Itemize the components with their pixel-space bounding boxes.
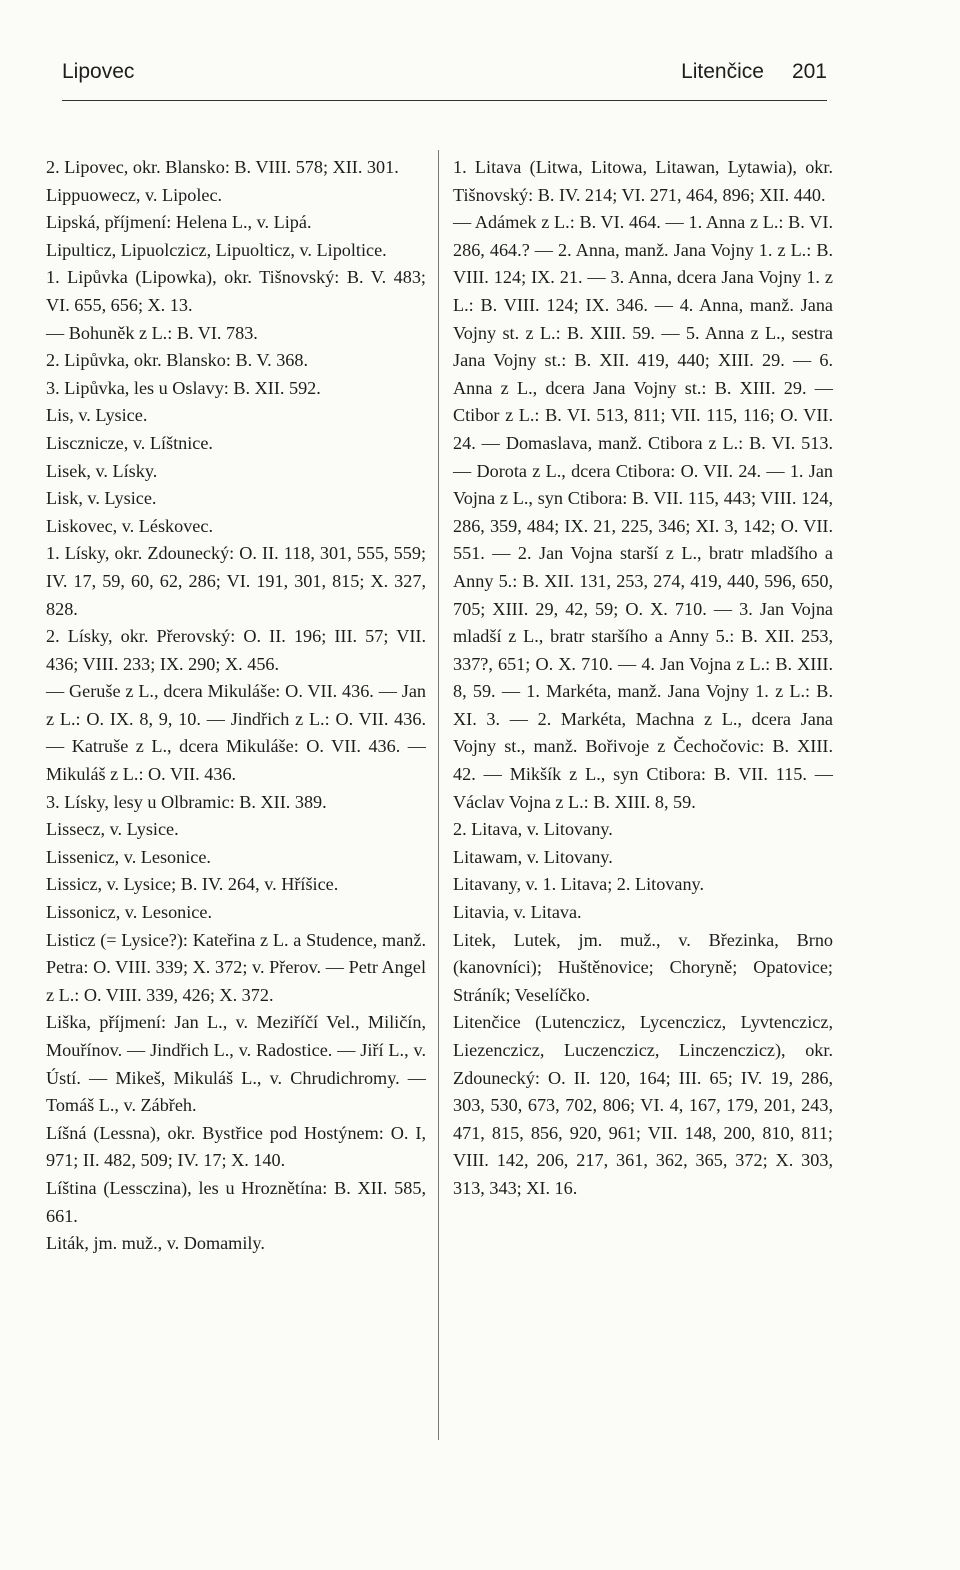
entry: Lisczniczе, v. Líštnice. <box>46 432 213 453</box>
entry: — Adámek z L.: B. VI. 464. — 1. Anna z L.: B. VI. 286, 464.? — 2. Anna, manž. Jana Vojny 1. z L.: B. VIII. 124; IX. 21. — 3. Anna, dcera Jana Vojny 1. z L.: B. VIII. 124; IX. 346. — 4. Anna, manž. Jana Vojny st. z L.: B. XIII. 59. — 5. Anna z L., sestra Jana Vojny st.: B. XII. 419, 440; XIII. 29. — 6. Anna z L., dcera Jana Vojny st.: B. XIII. 29. — Ctibor z L.: B. VI. 513, 811; VII. 115, 116; O. VII. 24. — Domaslava, manž. Ctibora z L.: B. VI. 513. — Dorota z L., dcera Ctibora: O. VII. 24. — 1. Jan Vojna z L., syn Ctibora: B. VII. 115, 443; VIII. 124, 286, 359, 484; IX. 21, 225, 346; XI. 3, 142; O. VII. 551. — 2. Jan Vojna starší z L., bratr mladšího a Anny 5.: B. XII. 131, 253, 274, 419, 440, 596, 650, 705; XIII. 29, 42, 59; O. X. 710. — 3. Jan Vojna mladší z L., bratr staršího a Anny 5.: B. XII. 253, 337?, 651; O. X. 710. — 4. Jan Vojna z L.: B. XIII. 8, 59. — 1. Markéta, manž. Jana Vojny 1. z L.: B. XI. 3. — 2. Markéta, Machna z L., dcera Jana Vojny st., manž. Bořivoje z Čechočovic: B. XIII. 42. — Mikšík z L., syn Ctibora: B. VII. 115. — Václav Vojna z L.: B. XIII. 8, 59. <box>453 212 833 812</box>
entry: Lisek, v. Lísky. <box>46 460 158 481</box>
header-left-word: Lipovec <box>62 60 135 83</box>
entry: — Bohuněk z L.: B. VI. 783. <box>46 322 258 343</box>
entry: Lipulticz, Lipuolczicz, Lipuolticz, v. Lipoltice. <box>46 239 387 260</box>
entry: Líština (Lessczina), les u Hroznětína: B. XII. 585, 661. <box>46 1177 426 1226</box>
left-column <box>46 154 426 1258</box>
entry: Lissicz, v. Lysice; B. IV. 264, v. Hříšice. <box>46 874 339 895</box>
entry: 1. Litava (Litwa, Litowa, Litawan, Lytawia), okr. Tišnovský: B. IV. 214; VI. 271, 464, 896; XII. 440. <box>453 157 833 205</box>
entry: Lis, v. Lysice. <box>46 405 148 426</box>
entry: — Geruše z L., dcera Mikuláše: O. VII. 436. — Jan z L.: O. IX. 8, 9, 10. — Jindřich z L.: O. VII. 436. — Katruše z L., dcera Mikuláše: O. VII. 436. — Mikuláš z L.: O. VII. 436. <box>46 681 426 785</box>
entry: 2. Lipovec, okr. Blansko: B. VIII. 578; XII. 301. <box>46 157 399 177</box>
right-column <box>453 154 833 1203</box>
column-divider <box>438 150 439 1440</box>
entry: Litek, Lutek, jm. muž., v. Březinka, Brno (kanovníci); Huštěnovice; Choryně; Opatovice; Stráník; Veselíčko. <box>453 929 833 1005</box>
header-right <box>681 60 827 84</box>
entry: Litavia, v. Litava. <box>453 902 582 923</box>
entry: 1. Lipůvka (Lipowka), okr. Tišnovský: B. V. 483; VI. 655, 656; X. 13. <box>46 267 426 315</box>
entry: Liták, jm. muž., v. Domamily. <box>46 1233 265 1254</box>
entry: 3. Lísky, lesy u Olbramic: B. XII. 389. <box>46 791 327 812</box>
running-header <box>62 60 827 101</box>
entry: 3. Lipůvka, les u Oslavy: B. XII. 592. <box>46 377 321 398</box>
entry: Liskovec, v. Léskovec. <box>46 515 213 536</box>
entry: Lippuowecz, v. Lipolec. <box>46 184 223 205</box>
entry: Litavany, v. 1. Litava; 2. Litovany. <box>453 874 705 895</box>
page-number: 201 <box>791 60 827 83</box>
entry: Líšná (Lessna), okr. Bystřice pod Hostýnem: O. I, 971; II. 482, 509; IV. 17; X. 140. <box>46 1122 426 1171</box>
entry: 2. Lipůvka, okr. Blansko: B. V. 368. <box>46 350 309 371</box>
entry: 1. Lísky, okr. Zdounecký: O. II. 118, 301, 555, 559; IV. 17, 59, 60, 62, 286; VI. 191, 301, 815; X. 327, 828. <box>46 543 426 619</box>
entry: Litawam, v. Litovany. <box>453 846 613 867</box>
entry: 2. Lísky, okr. Přerovský: O. II. 196; III. 57; VII. 436; VIII. 233; IX. 290; X. 456. <box>46 626 426 674</box>
entry: 2. Litava, v. Litovany. <box>453 819 613 840</box>
entry: Listicz (= Lysice?): Kateřina z L. a Studence, manž. Petra: O. VIII. 339; X. 372; v. Přerov. — Petr Angel z L.: O. VIII. 339, 426; X. 372. <box>46 929 426 1005</box>
entry: Liška, příjmení: Jan L., v. Meziříčí Vel., Miličín, Mouřínov. — Jindřich L., v. Radostice. — Jiří L., v. Ústí. — Mikeš, Mikuláš L., v. Chrudichromy. — Tomáš L., v. Zábřeh. <box>46 1012 426 1116</box>
header-right-word: Litenčice <box>681 60 764 83</box>
entry: Lissenicz, v. Lesonice. <box>46 846 211 867</box>
entry: Lisk, v. Lysice. <box>46 488 157 509</box>
entry: Lissecz, v. Lysice. <box>46 819 179 840</box>
entry: Lissonicz, v. Lesonice. <box>46 902 212 923</box>
entry: Lipská, příjmení: Helena L., v. Lipá. <box>46 212 312 233</box>
entry: Litenčice (Lutenczicz, Lycenczicz, Lyvtenczicz, Liezenczicz, Luczenczicz, Linczenczicz), okr. Zdounecký: O. II. 120, 164; III. 65; IV. 19, 286, 303, 530, 673, 702, 806; VI. 4, 167, 179, 201, 243, 471, 815, 856, 920, 961; VII. 148, 200, 810, 811; VIII. 142, 206, 217, 361, 362, 365, 372; X. 303, 313, 343; XI. 16. <box>453 1012 833 1198</box>
